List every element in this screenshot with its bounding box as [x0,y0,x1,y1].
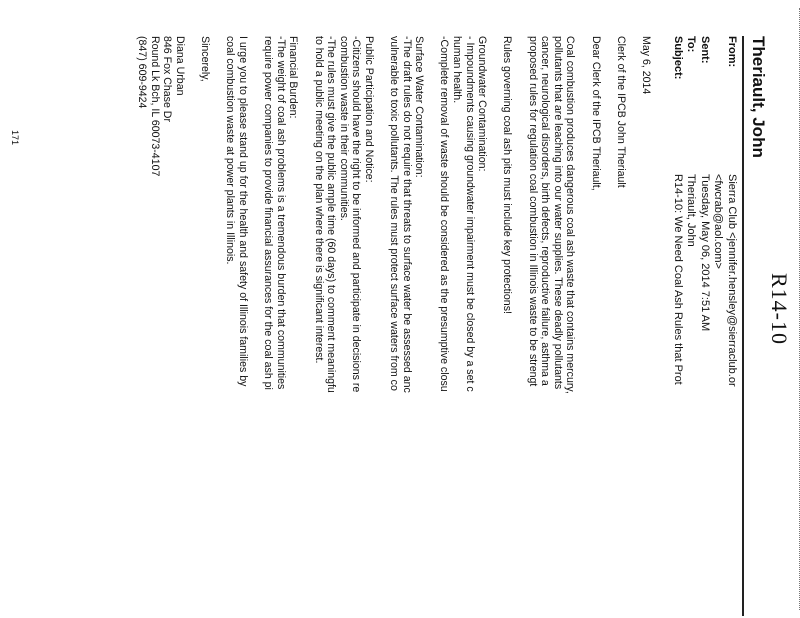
blank-line [488,36,501,618]
header-row [684,36,698,616]
body-line: vulnerable to toxic pollutants. The rules must protect surface waters from co [388,36,401,391]
blank-line [211,36,224,618]
body-line: 846 Fox Chase Dr [161,36,174,122]
header-value: R14-10: We Need Coal Ash Rules that Prot [672,174,684,385]
header-value: <fwcrab@aol.com> [712,174,725,269]
body-line: Financial Burden: [287,36,300,119]
email-header [671,36,739,616]
body-line: cancer, neurological disorders, birth defects, reproductive failure, asthma a [539,36,552,386]
header-row [698,36,712,616]
body-line: pollutants that are leaching into our water supplies. These deadly pollutants [551,36,564,390]
header-label: From: [726,36,738,68]
body-line: I urge you to please stand up for the health and safety of Illinois families by [237,36,249,387]
docket-stamp: R14-10 [767,273,792,345]
body-line: Public Participation and Notice: [362,36,375,183]
body-line: -The draft rules do not require that threats to surface water be assessed anc [400,36,413,393]
body-line: - Impoundments causing groundwater impairment must be closed by a set c [463,36,476,392]
body-line: to hold a public meeting on the plan where there is significant interest. [312,36,325,364]
sender-name: Theriault, John [749,36,768,158]
blank-line [299,36,312,618]
header-divider [742,36,744,616]
body-line: -The weight of coal ash problems is a tremendous burden that communities [274,36,287,390]
header-label: Subject: [672,36,684,80]
blank-line [375,36,388,618]
body-line: Rules governing coal ash pits must include key protections! [501,36,514,314]
body-line: -The rules must give the public ample time (60 days) to comment meaningfu [325,36,338,393]
header-row [725,36,739,616]
body-line: Surface Water Contamination: [413,36,426,178]
header-value: Sierra Club <jennifer.hensley@sierraclub.or [726,174,738,387]
header-row [671,36,685,616]
body-line: Sincerely, [199,36,212,82]
header-value: Tuesday, May 06, 2014 7:51 AM [699,174,711,332]
body-line: Groundwater Contamination: [476,36,489,172]
header-label: To: [685,36,698,53]
body-line: -Citizens should have the right to be informed and participate in decisions re [350,36,363,393]
email-body [136,36,652,618]
body-line: Round Lk Bch, IL 60073-4107 [148,36,161,177]
blank-line [627,36,640,618]
body-line: combustion waste in their communities. [337,36,350,221]
body-line: Coal combustion produces dangerous coal ash waste that contains mercury, [564,36,577,394]
blank-line [576,36,589,618]
body-line: Diana Urban [174,36,187,96]
body-line: require power companies to provide financial assurances for the coal ash pi [262,36,275,390]
blank-line [186,36,199,618]
body-line: Dear Clerk of the IPCB Theriault, [589,36,602,191]
body-line: Clerk of the IPCB John Theriault [614,36,627,188]
blank-line [249,36,262,618]
page-marker: 171 [10,130,20,146]
body-line: human health. [451,36,464,104]
blank-line [602,36,615,618]
blank-line [425,36,438,618]
header-label: Sent: [699,36,711,64]
blank-line [513,36,526,618]
header-row [711,36,725,616]
header-value: Theriault, John [685,174,698,247]
body-line: coal combustion waste at power plants in Illinois. [224,36,237,265]
body-line: May 6, 2014 [640,36,652,95]
body-line: proposed rules for regulation coal combustion in Illinois waste to be strengt [526,36,539,387]
body-line: (847) 609-9424 [136,36,149,109]
body-line: -Complete removal of waste should be considered as the presumptive closu [438,36,451,392]
